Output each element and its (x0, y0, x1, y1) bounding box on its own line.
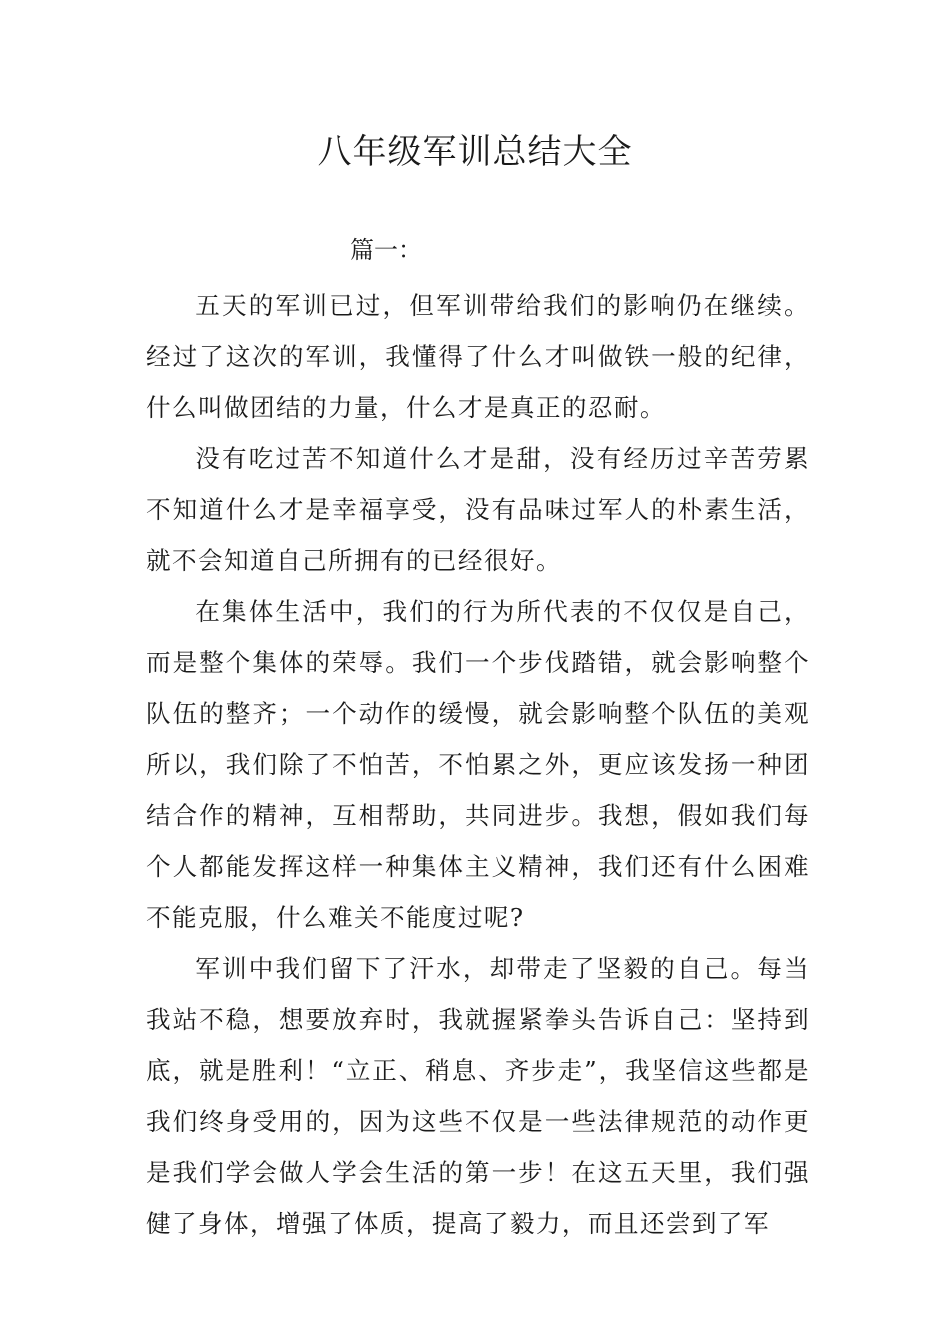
document-body (146, 280, 810, 1249)
paragraph-1: 五天的军训已过，但军训带给我们的影响仍在继续。经过了这次的军训，我懂得了什么才叫做铁一般的纪律，什么叫做团结的力量，什么才是真正的忍耐。 (146, 291, 810, 422)
paragraph-3: 在集体生活中，我们的行为所代表的不仅仅是自己，而是整个集体的荣辱。我们一个步伐踏错，就会影响整个队伍的整齐；一个动作的缓慢，就会影响整个队伍的美观所以，我们除了不怕苦，不怕累之外，更应该发扬一种团结合作的精神，互相帮助，共同进步。我想，假如我们每个人都能发挥这样一种集体主义精神，我们还有什么困难不能克服，什么难关不能度过呢? (146, 597, 810, 932)
paragraph-4: 军训中我们留下了汗水，却带走了坚毅的自己。每当我站不稳，想要放弃时，我就握紧拳头告诉自己：坚持到底，就是胜利！“立正、稍息、齐步走”，我坚信这些都是我们终身受用的，因为这些不仅是一些法律规范的动作更是我们学会做人学会生活的第一步！在这五天里，我们强健了身体，增强了体质，提高了毅力，而且还尝到了军 (146, 954, 810, 1238)
paragraph-2: 没有吃过苦不知道什么才是甜，没有经历过辛苦劳累不知道什么才是幸福享受，没有品味过军人的朴素生活，就不会知道自己所拥有的已经很好。 (146, 444, 810, 575)
document-title: 八年级军训总结大全 (317, 132, 633, 172)
section-label: 篇一： (350, 236, 422, 264)
